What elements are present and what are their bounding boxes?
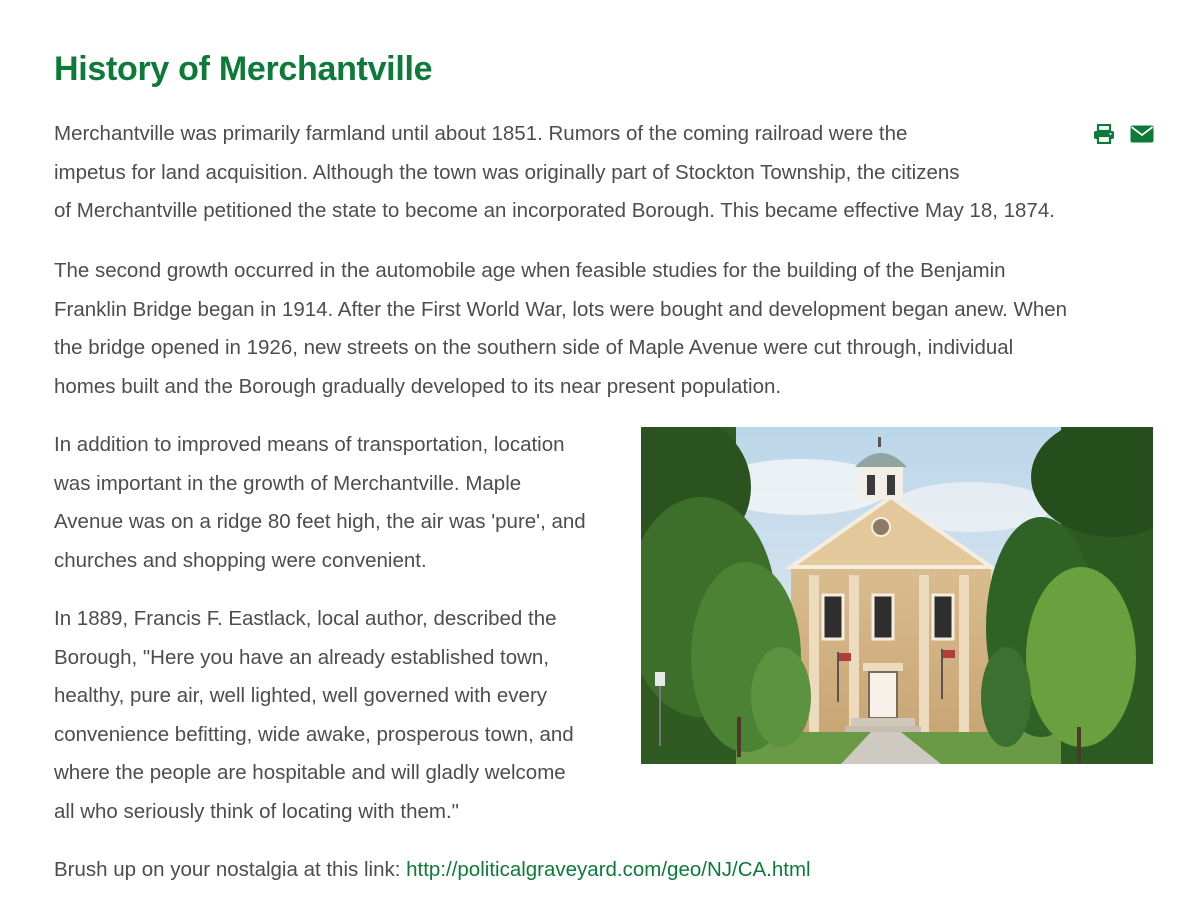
paragraph-link (54, 851, 1154, 890)
political-graveyard-link[interactable]: http://politicalgraveyard.com/geo/NJ/CA.html (406, 858, 811, 881)
paragraph-founding: Merchantville was primarily farmland until about 1851. Rumors of the coming railroad were the impetus for land acquisition. Although the town was originally part of Stockton Township, the citizens of Merchantville petitioned the state to become an incorporated Borough. This became effective May 18, 1874. (54, 122, 1055, 222)
page-title: History of Merchantville (54, 50, 433, 88)
link-intro: Brush up on your nostalgia at this link: (54, 858, 407, 881)
borough-hall-photo (641, 427, 1153, 764)
paragraph-location: In addition to improved means of transportation, location was important in the growth of Merchantville. Maple Avenue was on a ridge 80 feet high, the air was 'pure', and churches and shopping were convenient. (54, 433, 586, 572)
paragraph-second-growth: The second growth occurred in the automobile age when feasible studies for the building of the Benjamin Franklin Bridge began in 1914. After the First World War, lots were bought and development began anew. When the bridge opened in 1926, new streets on the southern side of Maple Avenue were cut through, individual homes built and the Borough gradually developed to its near present population. (54, 259, 1068, 398)
paragraph-eastlack-quote: In 1889, Francis F. Eastlack, local author, described the Borough, "Here you have an already established town, healthy, pure air, well lighted, well governed with every convenience befitting, wide awake, prosperous town, and where the people are hospitable and will gladly welcome all who seriously think of locating with them." (54, 607, 574, 823)
